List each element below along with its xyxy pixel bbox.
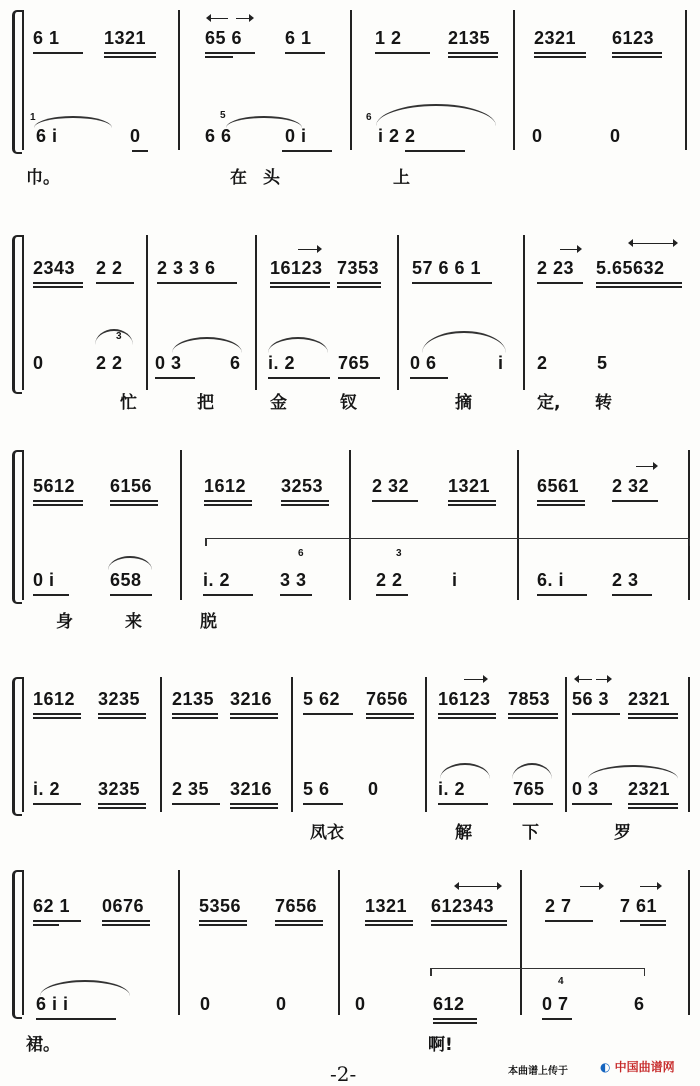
- lyric: 身: [56, 612, 73, 632]
- underline: [572, 803, 612, 805]
- underline: [230, 807, 278, 809]
- phrase-bracket: [205, 538, 690, 539]
- notation-group: 6561: [537, 476, 580, 496]
- notation-group: 16123: [438, 689, 491, 709]
- underline: [33, 500, 83, 502]
- notation-group: 62 1: [33, 896, 71, 916]
- system-bracket: [12, 870, 22, 1019]
- slur: [40, 980, 130, 996]
- underline: [542, 1018, 572, 1020]
- notation-group: 612: [433, 994, 465, 1014]
- underline: [438, 713, 496, 715]
- notation-group: 5612: [33, 476, 76, 496]
- notation-group: i 2 2: [378, 126, 416, 146]
- notation-group: 7656: [275, 896, 318, 916]
- underline: [275, 920, 323, 922]
- underline: [33, 594, 69, 596]
- barline: [565, 677, 567, 812]
- underline: [448, 500, 496, 502]
- underline: [303, 803, 343, 805]
- slur: [376, 104, 496, 126]
- grace-note: 5: [220, 110, 226, 121]
- slur: [268, 337, 328, 353]
- system-bracket: [12, 450, 22, 604]
- grace-note: 3: [396, 548, 402, 559]
- grace-note: 4: [558, 976, 564, 987]
- underline: [303, 713, 353, 715]
- underline: [204, 500, 252, 502]
- barline: [22, 235, 24, 390]
- underline: [448, 504, 496, 506]
- barline: [22, 677, 24, 812]
- barline: [22, 870, 24, 1015]
- slur: [440, 763, 490, 779]
- notation-group: 3235: [98, 689, 141, 709]
- notation-group: 0: [368, 779, 379, 799]
- underline: [33, 924, 59, 926]
- underline: [337, 286, 381, 288]
- underline: [230, 803, 278, 805]
- lyric: 摘: [455, 393, 472, 413]
- underline: [537, 282, 583, 284]
- barline: [22, 10, 24, 150]
- notation-group: 6 1: [33, 28, 60, 48]
- barline: [146, 235, 148, 390]
- underline: [33, 920, 81, 922]
- notation-group: 0 i: [285, 126, 307, 146]
- underline: [433, 1018, 477, 1020]
- slur: [588, 765, 678, 779]
- underline: [366, 717, 414, 719]
- underline: [204, 504, 252, 506]
- underline: [33, 713, 81, 715]
- notation-group: 0676: [102, 896, 145, 916]
- phrase-bracket: [430, 968, 645, 969]
- notation-group: 0: [200, 994, 211, 1014]
- slur: [512, 763, 552, 779]
- slur: [422, 331, 506, 353]
- notation-group: i. 2: [268, 353, 296, 373]
- lyric: 定,: [537, 393, 561, 413]
- notation-group: 6 i: [36, 126, 58, 146]
- underline: [534, 52, 586, 54]
- barline: [520, 870, 522, 1015]
- notation-group: 3235: [98, 779, 141, 799]
- notation-group: 0: [532, 126, 543, 146]
- notation-group: 1321: [365, 896, 408, 916]
- lyric: 上: [393, 168, 410, 188]
- upload-credit: 本曲谱上传于: [508, 1066, 568, 1077]
- notation-group: 658: [110, 570, 142, 590]
- underline: [448, 56, 498, 58]
- notation-group: 0: [610, 126, 621, 146]
- notation-group: 5 62: [303, 689, 341, 709]
- notation-group: 1612: [33, 689, 76, 709]
- barline: [160, 677, 162, 812]
- barline: [22, 450, 24, 600]
- notation-group: 2321: [534, 28, 577, 48]
- grace-note: 6: [298, 548, 304, 559]
- slur: [95, 329, 133, 345]
- underline: [372, 500, 418, 502]
- notation-group: 7 61: [620, 896, 658, 916]
- barline: [255, 235, 257, 390]
- notation-group: 0 6: [410, 353, 437, 373]
- underline: [572, 713, 620, 715]
- barline: [513, 10, 515, 150]
- system-bracket: [12, 235, 22, 394]
- notation-group: i: [498, 353, 504, 373]
- ornament-arrow: [236, 18, 252, 20]
- notation-group: 6: [634, 994, 645, 1014]
- notation-group: 6: [230, 353, 241, 373]
- ornament-arrow: [636, 466, 656, 468]
- notation-group: 5 6: [303, 779, 330, 799]
- underline: [508, 713, 558, 715]
- underline: [405, 150, 465, 152]
- notation-group: 7656: [366, 689, 409, 709]
- underline: [448, 52, 498, 54]
- barline: [688, 450, 690, 600]
- slur: [108, 556, 152, 570]
- lyric: 钗: [340, 393, 357, 413]
- underline: [596, 282, 682, 284]
- ornament-arrow: [580, 886, 602, 888]
- notation-group: 6123: [612, 28, 655, 48]
- underline: [281, 504, 329, 506]
- system-bracket: [12, 10, 22, 154]
- underline: [98, 717, 146, 719]
- ornament-arrow: [208, 18, 228, 20]
- notation-group: 3216: [230, 779, 273, 799]
- underline: [132, 150, 148, 152]
- underline: [172, 803, 220, 805]
- notation-group: 2 35: [172, 779, 210, 799]
- underline: [155, 377, 195, 379]
- underline: [36, 1018, 116, 1020]
- underline: [275, 924, 323, 926]
- notation-group: i. 2: [203, 570, 231, 590]
- ornament-arrow: [456, 886, 500, 888]
- underline: [537, 504, 585, 506]
- barline: [338, 870, 340, 1015]
- notation-group: 2 32: [372, 476, 410, 496]
- underline: [104, 52, 156, 54]
- underline: [612, 594, 652, 596]
- underline: [172, 713, 218, 715]
- notation-group: 65 6: [205, 28, 243, 48]
- underline: [33, 282, 83, 284]
- underline: [199, 924, 247, 926]
- underline: [33, 286, 83, 288]
- barline: [178, 870, 180, 1015]
- underline: [33, 717, 81, 719]
- underline: [628, 807, 678, 809]
- notation-group: 3253: [281, 476, 324, 496]
- underline: [612, 500, 658, 502]
- underline: [433, 1022, 477, 1024]
- lyric: 金: [270, 393, 287, 413]
- barline: [180, 450, 182, 600]
- notation-group: 765: [513, 779, 545, 799]
- underline: [110, 594, 152, 596]
- lyric: 转: [595, 393, 612, 413]
- notation-group: 6. i: [537, 570, 565, 590]
- notation-group: 5356: [199, 896, 242, 916]
- underline: [33, 52, 83, 54]
- underline: [96, 282, 134, 284]
- underline: [337, 282, 381, 284]
- lyric: 凤衣: [310, 823, 344, 843]
- notation-group: 2 3: [612, 570, 639, 590]
- underline: [508, 717, 558, 719]
- underline: [596, 286, 682, 288]
- notation-group: 612343: [431, 896, 495, 916]
- underline: [640, 924, 666, 926]
- barline: [685, 10, 687, 150]
- notation-group: 2 7: [545, 896, 572, 916]
- notation-group: 7853: [508, 689, 551, 709]
- underline: [431, 920, 507, 922]
- lyric: 解: [455, 823, 472, 843]
- barline: [425, 677, 427, 812]
- underline: [205, 52, 255, 54]
- underline: [375, 52, 430, 54]
- notation-group: 5.65632: [596, 258, 665, 278]
- underline: [102, 924, 150, 926]
- notation-group: 2 32: [612, 476, 650, 496]
- slur: [34, 116, 112, 128]
- notation-group: 6156: [110, 476, 153, 496]
- site-logo-icon: ◐: [600, 1060, 611, 1074]
- lyric: 来: [125, 612, 142, 632]
- notation-group: 3 3: [280, 570, 307, 590]
- notation-group: i: [452, 570, 458, 590]
- notation-group: 1612: [204, 476, 247, 496]
- underline: [98, 803, 146, 805]
- lyric: 巾。: [26, 168, 60, 188]
- underline: [199, 920, 247, 922]
- notation-group: 5: [597, 353, 608, 373]
- underline: [230, 717, 278, 719]
- underline: [410, 377, 448, 379]
- notation-group: 0: [276, 994, 287, 1014]
- ornament-arrow: [630, 243, 676, 245]
- grace-note: 6: [366, 112, 372, 123]
- underline: [376, 594, 408, 596]
- notation-group: 2: [537, 353, 548, 373]
- notation-group: 765: [338, 353, 370, 373]
- notation-group: 2 3 3 6: [157, 258, 216, 278]
- page-number: -2-: [330, 1062, 357, 1086]
- underline: [545, 920, 593, 922]
- notation-group: 0 3: [155, 353, 182, 373]
- notation-group: 0: [355, 994, 366, 1014]
- notation-group: 2 2: [96, 258, 123, 278]
- site-name: 中国曲谱网: [614, 1060, 675, 1074]
- ornament-arrow: [298, 249, 320, 251]
- lyric: 下: [522, 823, 539, 843]
- lyric: 啊!: [428, 1035, 453, 1055]
- lyric: 脱: [200, 612, 217, 632]
- slur: [226, 116, 302, 128]
- notation-group: 2135: [172, 689, 215, 709]
- barline: [688, 870, 690, 1015]
- underline: [365, 920, 413, 922]
- barline: [688, 677, 690, 812]
- site-logo[interactable]: [600, 1058, 675, 1075]
- notation-group: 2 2: [96, 353, 123, 373]
- underline: [102, 920, 150, 922]
- notation-group: 0 i: [33, 570, 55, 590]
- lyric: 罗: [614, 823, 631, 843]
- underline: [157, 282, 237, 284]
- underline: [366, 713, 414, 715]
- notation-group: 0: [33, 353, 44, 373]
- notation-group: 3216: [230, 689, 273, 709]
- ornament-arrow: [464, 679, 486, 681]
- barline: [349, 450, 351, 600]
- underline: [104, 56, 156, 58]
- underline: [612, 52, 662, 54]
- underline: [270, 286, 330, 288]
- notation-group: 1321: [448, 476, 491, 496]
- underline: [628, 717, 678, 719]
- notation-group: 2343: [33, 258, 76, 278]
- grace-note: 3: [116, 331, 122, 342]
- notation-group: i. 2: [438, 779, 466, 799]
- notation-group: 57 6 6 1: [412, 258, 482, 278]
- ornament-arrow: [596, 679, 610, 681]
- underline: [98, 713, 146, 715]
- underline: [438, 717, 496, 719]
- notation-group: 6 i i: [36, 994, 69, 1014]
- notation-group: 16123: [270, 258, 323, 278]
- notation-group: 2321: [628, 779, 671, 799]
- barline: [517, 450, 519, 600]
- underline: [513, 803, 553, 805]
- underline: [285, 52, 325, 54]
- underline: [537, 500, 585, 502]
- underline: [438, 803, 488, 805]
- notation-group: 56 3: [572, 689, 610, 709]
- lyric: 把: [197, 393, 214, 413]
- notation-group: 2321: [628, 689, 671, 709]
- underline: [282, 150, 332, 152]
- barline: [291, 677, 293, 812]
- barline: [178, 10, 180, 150]
- barline: [350, 10, 352, 150]
- underline: [270, 282, 330, 284]
- underline: [33, 504, 83, 506]
- underline: [338, 377, 380, 379]
- underline: [534, 56, 586, 58]
- notation-group: 2 2: [376, 570, 403, 590]
- slur: [172, 337, 242, 353]
- notation-group: 6 1: [285, 28, 312, 48]
- underline: [412, 282, 492, 284]
- barline: [397, 235, 399, 390]
- ornament-arrow: [640, 886, 660, 888]
- lyric: 忙: [120, 393, 137, 413]
- underline: [365, 924, 413, 926]
- underline: [110, 500, 158, 502]
- lyric: 裙。: [26, 1035, 60, 1055]
- underline: [281, 500, 329, 502]
- notation-group: 1 2: [375, 28, 402, 48]
- underline: [268, 377, 330, 379]
- underline: [620, 920, 666, 922]
- underline: [537, 594, 587, 596]
- underline: [33, 803, 81, 805]
- ornament-arrow: [576, 679, 592, 681]
- underline: [110, 504, 158, 506]
- underline: [203, 594, 253, 596]
- barline: [523, 235, 525, 390]
- notation-group: 0: [130, 126, 141, 146]
- lyric: 在头: [230, 168, 296, 188]
- notation-group: 2135: [448, 28, 491, 48]
- underline: [98, 807, 146, 809]
- notation-group: 1321: [104, 28, 147, 48]
- grace-note: 1: [30, 112, 36, 123]
- notation-group: 6 6: [205, 126, 232, 146]
- underline: [628, 713, 678, 715]
- ornament-arrow: [560, 249, 580, 251]
- system-bracket: [12, 677, 22, 816]
- underline: [280, 594, 312, 596]
- underline: [612, 56, 662, 58]
- underline: [172, 717, 218, 719]
- underline: [205, 56, 233, 58]
- notation-group: i. 2: [33, 779, 61, 799]
- underline: [431, 924, 507, 926]
- notation-group: 7353: [337, 258, 380, 278]
- notation-group: 0 3: [572, 779, 599, 799]
- underline: [628, 803, 678, 805]
- underline: [230, 713, 278, 715]
- notation-group: 2 23: [537, 258, 575, 278]
- notation-group: 0 7: [542, 994, 569, 1014]
